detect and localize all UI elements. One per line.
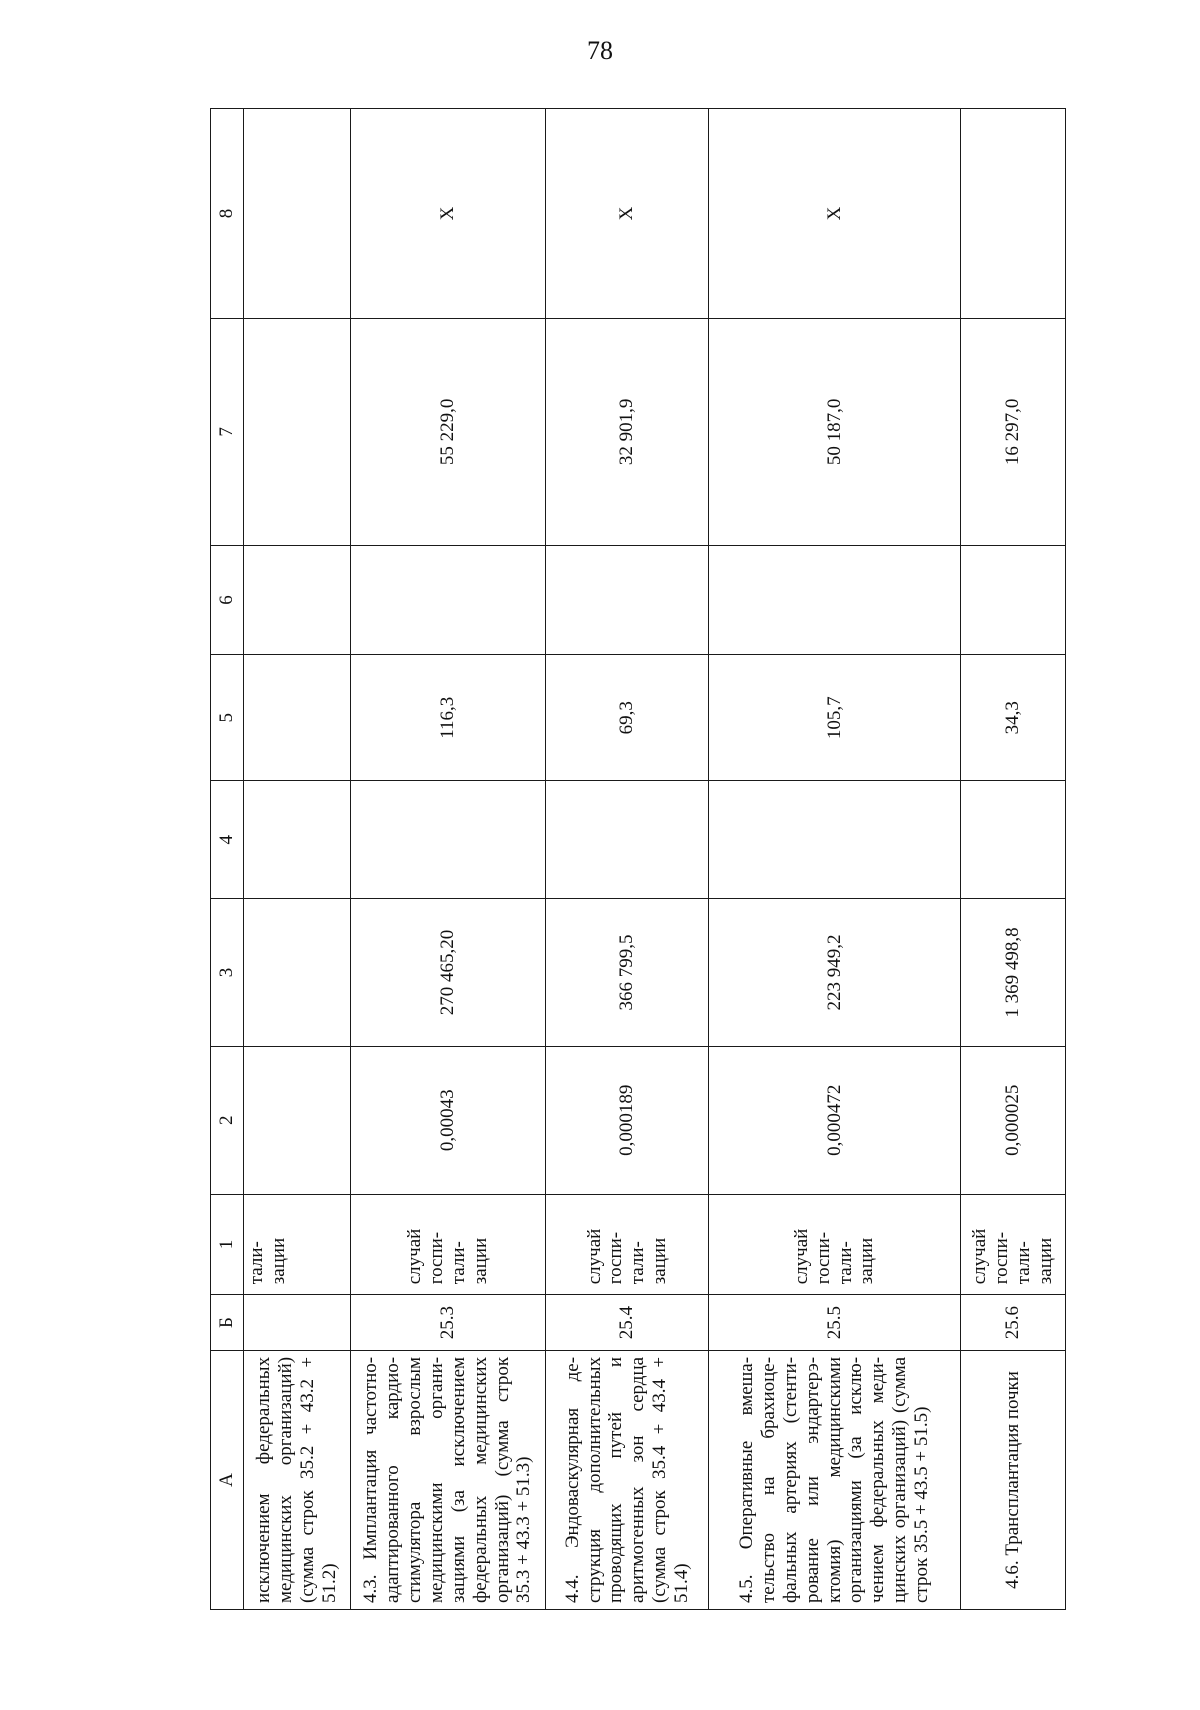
row-value-6 [709, 545, 960, 654]
row-value-8: Х [350, 109, 545, 319]
row-number [244, 1295, 350, 1351]
row-value-8 [960, 109, 1065, 319]
row-value-7: 32 901,9 [546, 318, 709, 545]
header-cell-7: 7 [211, 318, 244, 545]
header-cell-b: Б [211, 1295, 244, 1351]
row-unit: случай госпи- тали- зации [960, 1194, 1065, 1295]
header-cell-a: А [211, 1350, 244, 1609]
row-value-4 [350, 781, 545, 899]
header-cell-2: 2 [211, 1046, 244, 1194]
row-value-2 [244, 1046, 350, 1194]
header-cell-4: 4 [211, 781, 244, 899]
row-unit: тали- зации [244, 1194, 350, 1295]
row-number: 25.5 [709, 1295, 960, 1351]
row-number: 25.6 [960, 1295, 1065, 1351]
row-description: 4.6. Трансплантация почки [960, 1350, 1065, 1609]
page-number: 78 [587, 36, 613, 65]
row-value-3 [244, 899, 350, 1047]
row-value-5 [244, 655, 350, 781]
row-value-7 [244, 318, 350, 545]
rotated-table-frame [210, 108, 1066, 1610]
row-value-6 [546, 545, 709, 654]
header-cell-1: 1 [211, 1194, 244, 1295]
row-value-3: 270 465,20 [350, 899, 545, 1047]
header-cell-8: 8 [211, 109, 244, 319]
row-unit: случай госпи- тали- зации [546, 1194, 709, 1295]
table-header-row [211, 109, 244, 1610]
row-unit: случай госпи- тали- зации [350, 1194, 545, 1295]
row-value-8: Х [709, 109, 960, 319]
row-number: 25.3 [350, 1295, 545, 1351]
table-row [244, 109, 350, 1610]
row-value-3: 223 949,2 [709, 899, 960, 1047]
row-value-5: 34,3 [960, 655, 1065, 781]
row-value-6 [960, 545, 1065, 654]
row-value-2: 0,000472 [709, 1046, 960, 1194]
row-description: исключением федеральных медицинских организаций) (сумма строк 35.2 + 43.2 + 51.2) [244, 1350, 350, 1609]
table-row [546, 109, 709, 1610]
row-value-4 [709, 781, 960, 899]
table-row [960, 109, 1065, 1610]
row-value-7: 16 297,0 [960, 318, 1065, 545]
row-value-4 [960, 781, 1065, 899]
row-unit: случай госпи- тали- зации [709, 1194, 960, 1295]
data-table [210, 108, 1066, 1610]
row-value-3: 366 799,5 [546, 899, 709, 1047]
row-value-8 [244, 109, 350, 319]
row-value-2: 0,000189 [546, 1046, 709, 1194]
row-value-4 [244, 781, 350, 899]
table-row [709, 109, 960, 1610]
row-value-8: Х [546, 109, 709, 319]
table-row [350, 109, 545, 1610]
row-description: 4.4. Эндоваскулярная де-струкция дополнительных проводящих путей и аритмогенных зон сердца (сумма строк 35.4 + 43.4 + 51.4) [546, 1350, 709, 1609]
row-value-5: 105,7 [709, 655, 960, 781]
row-value-2: 0,00043 [350, 1046, 545, 1194]
row-description: 4.3. Имплантация частотно-адаптированного кардио-стимулятора взрослым медицинскими органи-зациями (за исключением федеральных медицинских организаций) (сумма строк 35.3 + 43.3 + 51.3) [350, 1350, 545, 1609]
row-value-2: 0,000025 [960, 1046, 1065, 1194]
header-cell-3: 3 [211, 899, 244, 1047]
row-value-6 [244, 545, 350, 654]
row-number: 25.4 [546, 1295, 709, 1351]
row-value-5: 116,3 [350, 655, 545, 781]
row-value-6 [350, 545, 545, 654]
row-value-3: 1 369 498,8 [960, 899, 1065, 1047]
header-cell-6: 6 [211, 545, 244, 654]
row-value-7: 55 229,0 [350, 318, 545, 545]
table-rotator [210, 108, 1066, 1610]
header-cell-5: 5 [211, 655, 244, 781]
row-value-4 [546, 781, 709, 899]
row-value-7: 50 187,0 [709, 318, 960, 545]
row-description: 4.5. Оперативные вмеша-тельство на брахиоце-фальных артериях (стенти-рование или эндартерэ-ктомия) медицинскими организациями (за исклю-чением федеральных меди-цинских организаций) (сумма строк 35.5 + 43.5 + 51.5) [709, 1350, 960, 1609]
row-value-5: 69,3 [546, 655, 709, 781]
